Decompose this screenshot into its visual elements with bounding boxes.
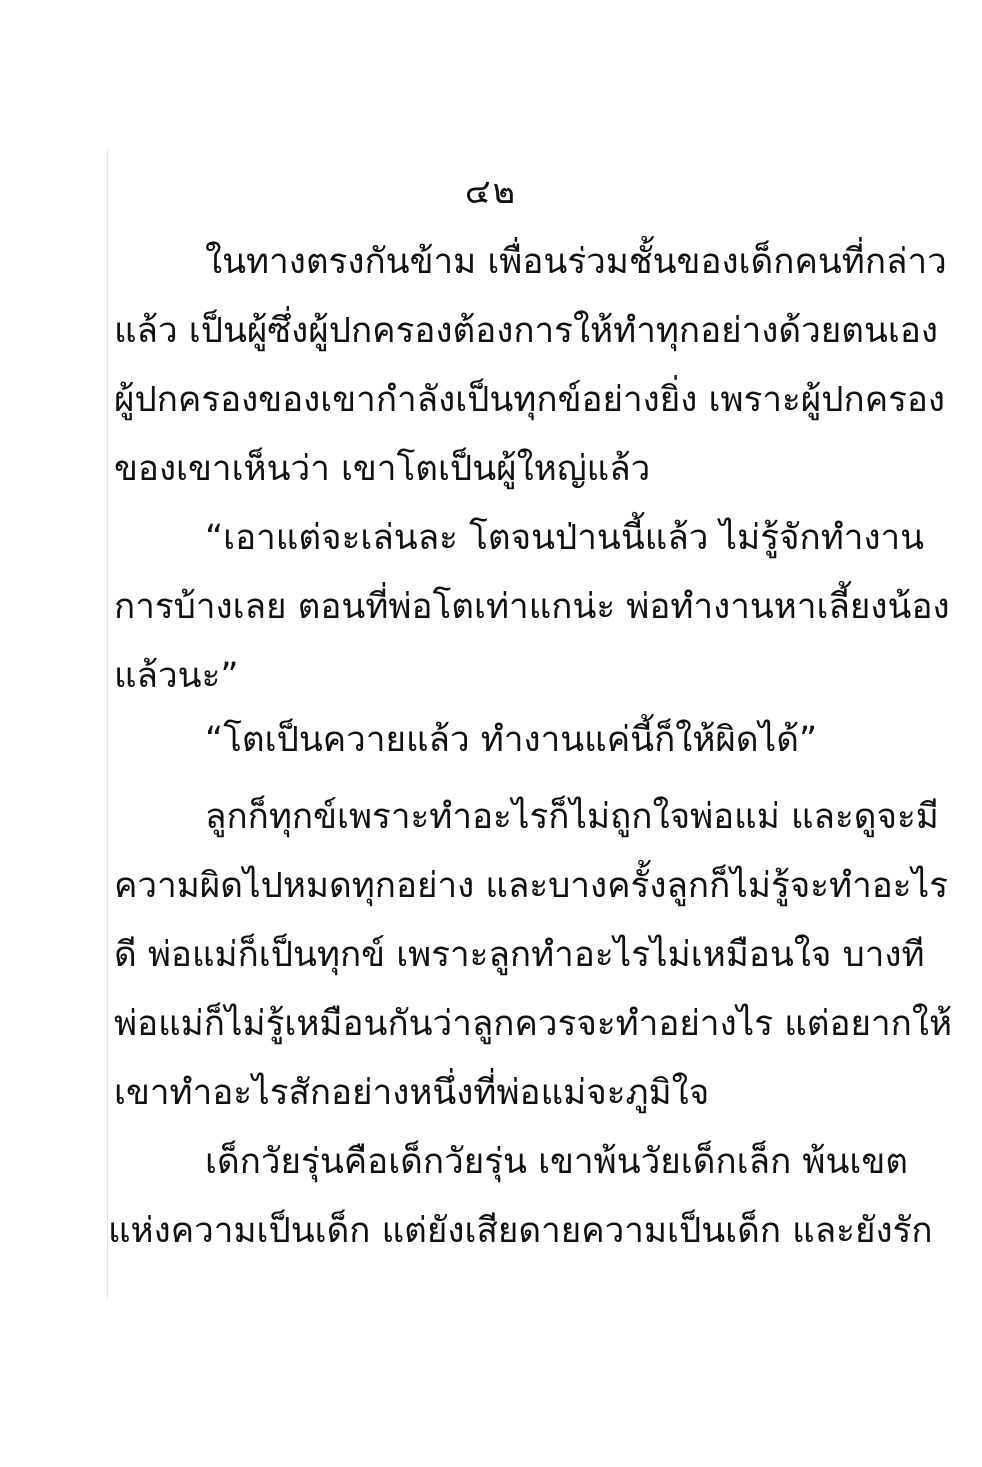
text-line-9: ลูกก็ทุกข์เพราะทำอะไรก็ไม่ถูกใจพ่อแม่ และดูจะมี — [205, 797, 939, 837]
text-line-4: ของเขาเห็นว่า เขาโตเป็นผู้ใหญ่แล้ว — [114, 449, 651, 489]
text-line-14: เด็กวัยรุ่นคือเด็กวัยรุ่น เขาพ้นวัยเด็กเล็ก พ้นเขต — [205, 1142, 909, 1182]
text-line-13: เขาทำอะไรสักอย่างหนึ่งที่พ่อแม่จะภูมิใจ — [114, 1073, 710, 1113]
text-line-8: “โตเป็นควายแล้ว ทำงานแค่นี้ก็ให้ผิดได้” — [205, 720, 818, 760]
text-line-12: พ่อแม่ก็ไม่รู้เหมือนกันว่าลูกควรจะทำอย่างไร แต่อยากให้ — [114, 1004, 953, 1044]
text-line-11: ดี พ่อแม่ก็เป็นทุกข์ เพราะลูกทำอะไรไม่เหมือนใจ บางที — [114, 935, 925, 975]
text-line-3: ผู้ปกครองของเขากำลังเป็นทุกข์อย่างยิ่ง เพราะผู้ปกครอง — [114, 380, 946, 420]
text-line-6: การบ้างเลย ตอนที่พ่อโตเท่าแกน่ะ พ่อทำงานหาเลี้ยงน้อง — [114, 587, 950, 627]
text-line-10: ความผิดไปหมดทุกอย่าง และบางครั้งลูกก็ไม่รู้จะทำอะไร — [114, 866, 949, 906]
text-line-5: “เอาแต่จะเล่นละ โตจนป่านนี้แล้ว ไม่รู้จักทำงาน — [205, 518, 925, 558]
text-line-1: ในทางตรงกันข้าม เพื่อนร่วมชั้นของเด็กคนที่กล่าว — [205, 242, 947, 282]
page-number: ๔๒ — [464, 172, 518, 212]
text-line-2: แล้ว เป็นผู้ซึ่งผู้ปกครองต้องการให้ทำทุกอย่างด้วยตนเอง — [114, 311, 939, 351]
scan-edge-line — [107, 150, 108, 1300]
text-line-7: แล้วนะ” — [114, 656, 239, 696]
text-line-15: แห่งความเป็นเด็ก แต่ยังเสียดายความเป็นเด็ก และยังรัก — [108, 1211, 933, 1251]
